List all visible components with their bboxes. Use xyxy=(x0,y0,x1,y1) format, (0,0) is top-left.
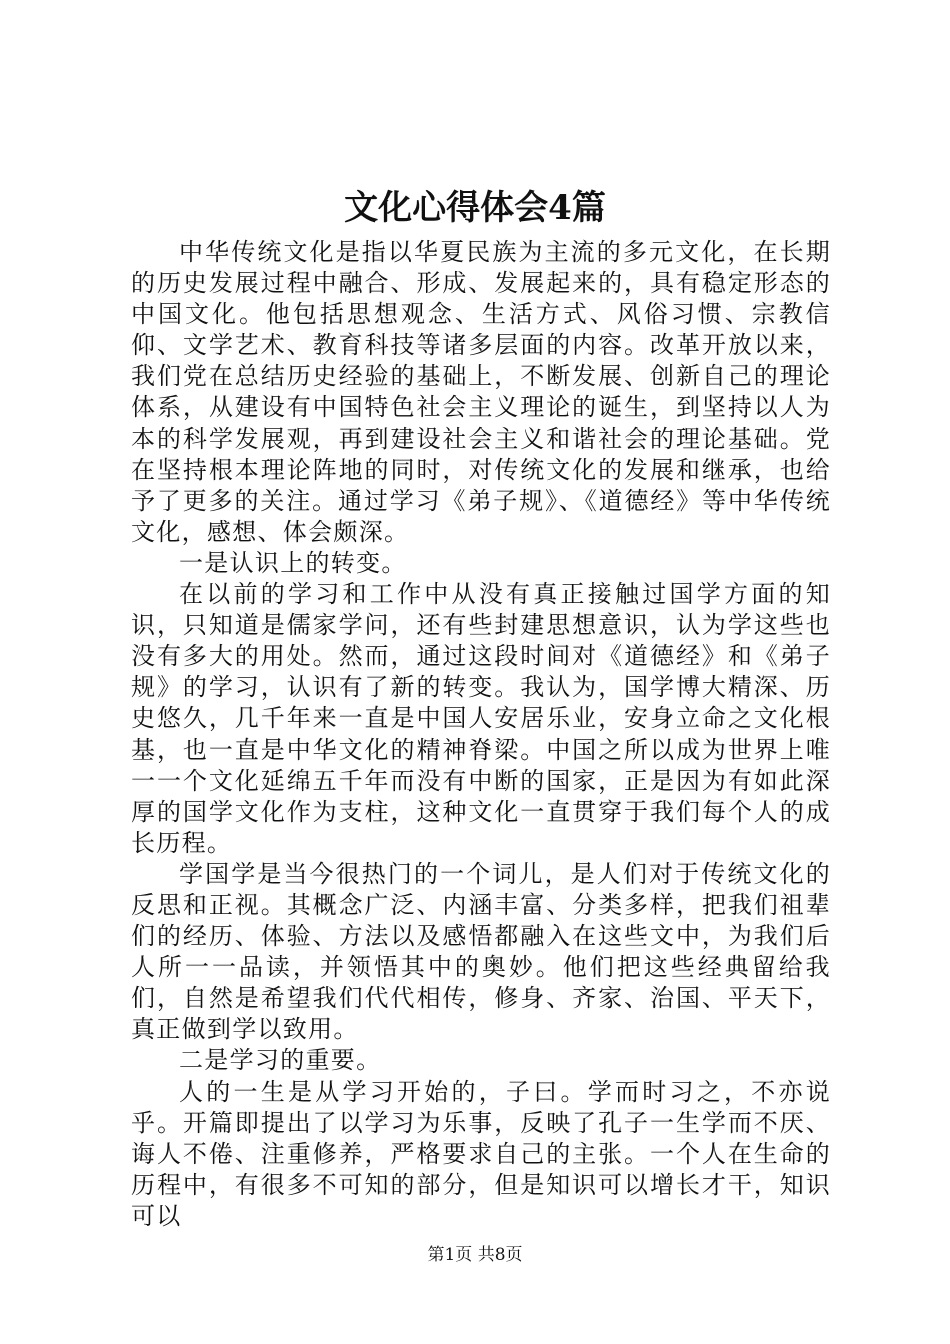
document-body xyxy=(131,237,831,1232)
document-title: 文化心得体会4篇 xyxy=(344,188,606,228)
paragraph-change: 在以前的学习和工作中从没有真正接触过国学方面的知识，只知道是儒家学问，还有些封建思想意识，认为学这些也没有多大的用处。然而，通过这段时间对《道德经》和《弟子规》的学习，认识有了新的转变。我认为，国学博大精深、历史悠久，几千年来一直是中国人安居乐业，安身立命之文化根基，也一直是中华文化的精神脊梁。中国之所以成为世界上唯一一个文化延绵五千年而没有中断的国家，正是因为有如此深厚的国学文化作为支柱，这种文化一直贯穿于我们每个人的成长历程。 xyxy=(131,580,831,857)
paragraph-intro: 中华传统文化是指以华夏民族为主流的多元文化，在长期的历史发展过程中融合、形成、发展起来的，具有稳定形态的中国文化。他包括思想观念、生活方式、风俗习惯、宗教信仰、文学艺术、教育科技等诸多层面的内容。改革开放以来，我们党在总结历史经验的基础上，不断发展、创新自己的理论体系，从建设有中国特色社会主义理论的诞生，到坚持以人为本的科学发展观，再到建设社会主义和谐社会的理论基础。党在坚持根本理论阵地的同时，对传统文化的发展和继承，也给予了更多的关注。通过学习《弟子规》、《道德经》等中华传统文化，感想、体会颇深。 xyxy=(131,238,831,546)
paragraph-learning: 人的一生是从学习开始的，子曰。学而时习之，不亦说乎。开篇即提出了以学习为乐事，反映了孔子一生学而不厌、诲人不倦、注重修养，严格要求自己的主张。一个人在生命的历程中，有很多不可知的部分，但是知识可以增长才干，知识可以 xyxy=(131,1077,831,1230)
paragraph-heading-1: 一是认识上的转变。 xyxy=(179,548,407,577)
paragraph-heading-2: 二是学习的重要。 xyxy=(179,1046,382,1075)
paragraph-guoxue: 学国学是当今很热门的一个词儿，是人们对于传统文化的反思和正视。其概念广泛、内涵丰富、分类多样，把我们祖辈们的经历、体验、方法以及感悟都融入在这些文中，为我们后人所一一品读，并领悟其中的奥妙。他们把这些经典留给我们，自然是希望我们代代相传，修身、齐家、治国、平天下，真正做到学以致用。 xyxy=(131,859,831,1044)
page-footer: 第1页 共8页 xyxy=(427,1245,523,1265)
